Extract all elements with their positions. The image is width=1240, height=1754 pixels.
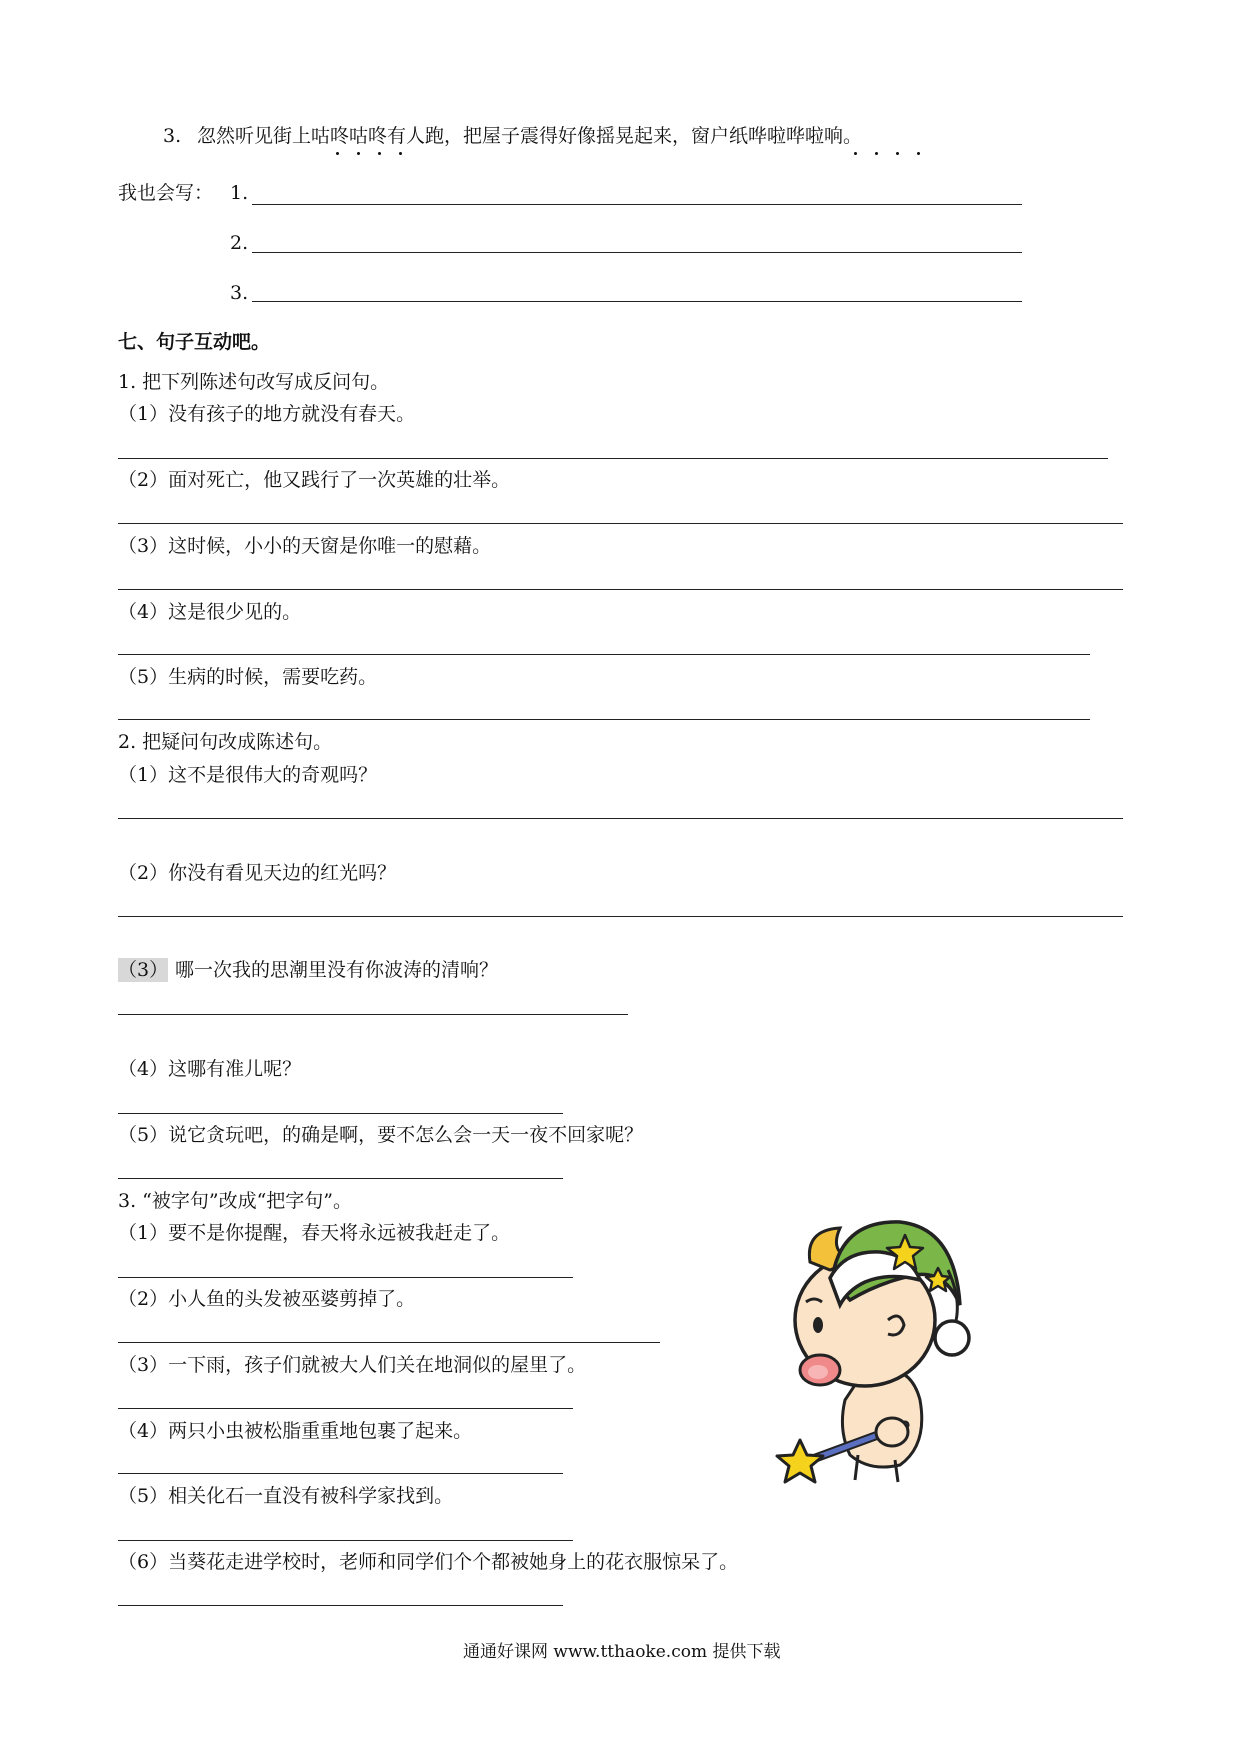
write-number-3: 3. — [230, 282, 249, 304]
answer-line[interactable] — [118, 1342, 660, 1343]
question-item: （1）没有孩子的地方就没有春天。 — [118, 403, 416, 425]
answer-line[interactable] — [118, 1473, 563, 1474]
answer-line[interactable] — [118, 818, 1123, 819]
part-3-title: 3. “被字句”改成“把字句”。 — [118, 1190, 353, 1212]
question-item: （2）小人鱼的头发被巫婆剪掉了。 — [118, 1288, 416, 1310]
question-item: （3）这时候，小小的天窗是你唯一的慰藉。 — [118, 535, 492, 557]
answer-line[interactable] — [118, 1277, 573, 1278]
answer-line[interactable] — [118, 458, 1108, 459]
question-item: （4）这哪有准儿呢？ — [118, 1058, 302, 1080]
answer-line[interactable] — [118, 1408, 573, 1409]
answer-line[interactable] — [252, 252, 1022, 253]
part-2-title: 2. 把疑问句改成陈述句。 — [118, 731, 333, 753]
answer-line[interactable] — [118, 1113, 563, 1114]
answer-line[interactable] — [118, 719, 1090, 720]
footer-text: 通通好课网 www.tthaoke.com 提供下载 — [463, 1642, 781, 1662]
cartoon-child-with-star-wand — [770, 1210, 990, 1490]
answer-line[interactable] — [252, 204, 1022, 205]
emphasis-dots-huala — [848, 152, 928, 158]
question-item: （4）两只小虫被松脂重重地包裹了起来。 — [118, 1420, 473, 1442]
emphasis-dots-gudong — [330, 152, 410, 158]
write-label: 我也会写： — [118, 182, 214, 204]
part-1-title: 1. 把下列陈述句改写成反问句。 — [118, 371, 390, 393]
answer-line[interactable] — [118, 654, 1090, 655]
write-number-2: 2. — [230, 232, 249, 254]
question-item: （2）面对死亡，他又践行了一次英雄的壮举。 — [118, 469, 511, 491]
question-item: （2）你没有看见天边的红光吗？ — [118, 862, 397, 884]
write-number-1: 1. — [230, 182, 249, 204]
question-item: （3）一下雨，孩子们就被大人们关在地洞似的屋里了。 — [118, 1354, 587, 1376]
question-number-highlighted: （3） — [118, 959, 169, 981]
question-item: （1）要不是你提醒，春天将永远被我赶走了。 — [118, 1222, 511, 1244]
answer-line[interactable] — [118, 1014, 628, 1015]
question-item: （4）这是很少见的。 — [118, 601, 302, 623]
answer-line[interactable] — [118, 916, 1123, 917]
question-item: （5）相关化石一直没有被科学家找到。 — [118, 1485, 454, 1507]
answer-line[interactable] — [252, 301, 1022, 302]
section-title: 七、句子互动吧。 — [118, 331, 271, 353]
sentence-3-text: 忽然听见街上咕咚咕咚有人跑，把屋子震得好像摇晃起来，窗户纸哗啦哗啦响。 — [197, 125, 863, 147]
sentence-3-number: 3. — [163, 125, 182, 147]
question-item: （1）这不是很伟大的奇观吗？ — [118, 764, 378, 786]
question-item: （5）生病的时候，需要吃药。 — [118, 666, 378, 688]
question-item: 哪一次我的思潮里没有你波涛的清响？ — [175, 959, 499, 981]
answer-line[interactable] — [118, 1540, 573, 1541]
question-item: （5）说它贪玩吧，的确是啊，要不怎么会一天一夜不回家呢？ — [118, 1124, 644, 1146]
answer-line[interactable] — [118, 523, 1123, 524]
question-item: （6）当葵花走进学校时，老师和同学们个个都被她身上的花衣服惊呆了。 — [118, 1551, 739, 1573]
answer-line[interactable] — [118, 1605, 563, 1606]
answer-line[interactable] — [118, 1178, 563, 1179]
answer-line[interactable] — [118, 589, 1123, 590]
